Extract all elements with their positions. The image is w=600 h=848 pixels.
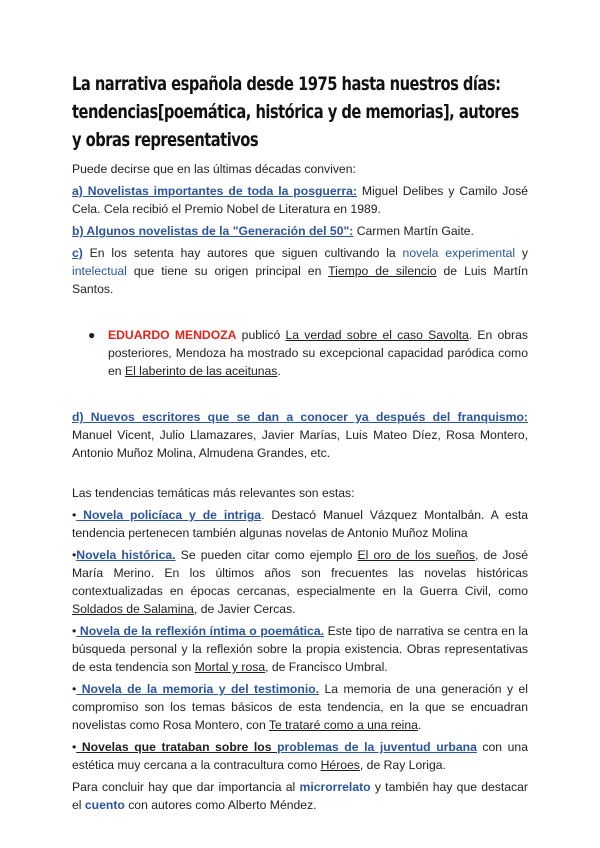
tendencia-historica: [72, 546, 528, 618]
bullet-icon: •: [72, 740, 77, 754]
tendencia-poematica-text-1: Este tipo de narrativa se centra en la búsqueda personal y la reflexión sobre la propia existencia. Obras representativas de esta tendencia son: [72, 624, 529, 674]
spacer: [72, 380, 528, 408]
work-tiempo-de-silencio: Tiempo de silencio: [328, 264, 437, 278]
tendencia-poematica: [72, 622, 528, 676]
item-d: [72, 408, 528, 462]
tendencia-poematica-label: Novela de la reflexión íntima o poemática.: [76, 624, 324, 638]
item-d-text: Manuel Vicent, Julio Llamazares, Javier Marías, Luis Mateo Díez, Rosa Montero, Antonio Muñoz Molina, Almudena Grandes, etc.: [72, 428, 528, 460]
item-b-text: Carmen Martín Gaite.: [353, 224, 474, 238]
document-page: [72, 70, 528, 818]
mendoza-text-3: .: [277, 364, 281, 378]
item-c-text-2: y: [515, 246, 529, 260]
work-soldados-de-salamina: Soldados de Salamina: [72, 602, 194, 616]
intro-text: Puede decirse que en las últimas décadas conviven:: [72, 162, 356, 176]
tendencia-historica-text-3: , de Javier Cercas.: [193, 602, 296, 616]
keyword-cuento: cuento: [84, 798, 125, 812]
link-intelectual: intelectual: [72, 264, 127, 278]
page-title: La narrativa española desde 1975 hasta nuestros días: tendencias[poemática, histórica y de memorias], autores y obras representativos: [72, 73, 519, 151]
item-d-label: d) Nuevos escritores que se dan a conocer ya después del franquismo:: [72, 410, 528, 424]
keyword-microrrelato: microrrelato: [299, 780, 371, 794]
spacer: [72, 466, 528, 484]
item-a: [72, 182, 528, 218]
item-a-text: Miguel Delibes y Camilo José Cela. Cela recibió el Premio Nobel de Literatura en 1989.: [72, 184, 528, 216]
item-c-text-1: En los setenta hay autores que siguen cultivando la: [82, 246, 403, 260]
mendoza-bullet-item: [72, 326, 528, 380]
tendencia-juventud-text-1: con una estética muy cercana a la contracultura como: [72, 740, 528, 772]
tendencia-juventud-text-2: , de Ray Loriga.: [359, 758, 446, 772]
item-b: [72, 222, 528, 240]
item-c-text-3: que tiene su origen principal en: [126, 264, 329, 278]
tendencia-historica-text-1: Se pueden citar como ejemplo: [175, 548, 358, 562]
mendoza-text-1: publicó: [236, 328, 286, 342]
conclusion-text-1: Para concluir hay que dar importancia al: [72, 780, 300, 794]
tendencia-juventud-label: Novelas que trataban sobre los: [76, 740, 278, 754]
tendencia-policiaca-text: . Destacó Manuel Vázquez Montalbán. A esta tendencia pertenecen también algunas novelas de Antonio Muñoz Molina: [72, 508, 528, 540]
item-c: [72, 244, 528, 298]
conclusion-text-2: y también hay que destacar el: [72, 780, 528, 812]
item-a-label: a) Novelistas importantes de toda la posguerra:: [72, 184, 357, 198]
bullet-icon: •: [72, 624, 77, 638]
tendencias-intro: Las tendencias temáticas más relevantes son estas:: [72, 486, 355, 500]
tendencia-historica-text-2: , de José María Merino. En los últimos años son frecuentes las novelas históricas contextualizadas en épocas cercanas, especialmente en la Guerra Civil, como: [72, 548, 528, 598]
tendencia-policiaca-label: Novela policíaca y de intriga: [76, 508, 262, 522]
work-oro-de-los-suenos: El oro de los sueños: [357, 548, 475, 562]
conclusion-text-3: con autores como Alberto Méndez.: [124, 798, 317, 812]
item-c-text-4: de Luis Martín Santos.: [72, 264, 528, 296]
link-novela-experimental: novela experimental: [402, 246, 516, 260]
conclusion: [72, 778, 528, 814]
tendencia-memoria: [72, 680, 528, 734]
work-laberinto-aceitunas: El laberinto de las aceitunas: [124, 364, 278, 378]
tendencia-juventud-label-2: problemas de la juventud urbana: [277, 740, 477, 754]
tendencia-juventud: [72, 738, 528, 774]
work-mortal-y-rosa: Mortal y rosa: [194, 660, 266, 674]
item-b-label: b) Algunos novelistas de la "Generación del 50":: [72, 224, 354, 238]
author-mendoza: EDUARDO MENDOZA: [108, 328, 237, 342]
mendoza-text-2: . En obras posteriores, Mendoza ha mostrado su excepcional capacidad paródica como en: [108, 328, 528, 378]
tendencia-memoria-text-2: .: [417, 718, 422, 732]
bullet-icon: •: [72, 682, 77, 696]
tendencia-memoria-text-1: La memoria de una generación y el compromiso son los temas básicos de esta tendencia, en la que se encuadran novelistas como Rosa Montero, con: [72, 682, 528, 732]
bullet-icon: ●: [88, 328, 96, 342]
tendencia-historica-label: Novela histórica.: [76, 548, 176, 562]
tendencia-policiaca: [72, 506, 528, 542]
work-heroes: Héroes: [320, 758, 360, 772]
bullet-icon: •: [72, 508, 77, 522]
bullet-icon: •: [72, 548, 77, 562]
item-c-label: c): [72, 246, 83, 260]
work-caso-savolta: La verdad sobre el caso Savolta: [285, 328, 469, 342]
tendencia-memoria-label: Novela de la memoria y del testimonio.: [76, 682, 320, 696]
tendencia-poematica-text-2: , de Francisco Umbral.: [265, 660, 388, 674]
work-te-tratare: Te trataré como a una reina: [268, 718, 418, 732]
